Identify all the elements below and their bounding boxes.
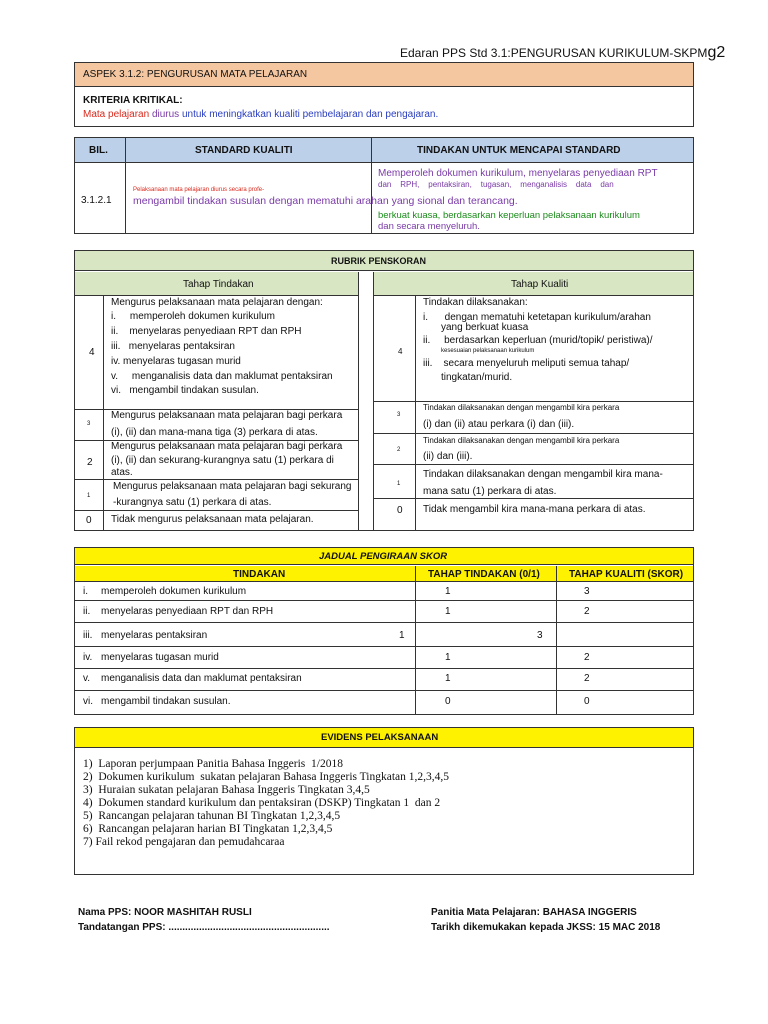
header-tindakan: TINDAKAN UNTUK MENCAPAI STANDARD (417, 145, 621, 156)
kualiti-2-line-1: Tindakan dilaksanakan dengan mengambil kira perkara (423, 436, 620, 445)
evidens-item: 5) Rancangan pelajaran tahunan BI Tingkatan 1,2,3,4,5 (83, 810, 341, 822)
jadual-row-label: menyelaras penyediaan RPT dan RPH (101, 606, 274, 617)
kualiti-2-line-2: (ii) dan (iii). (423, 451, 473, 462)
jadual-row-label: menyelaras pentaksiran (101, 630, 208, 641)
tindakan-line-1: Memperoleh dokumen kurikulum, menyelaras penyediaan RPT (378, 168, 658, 179)
tindakan-4-item: iii. menyelaras pentaksiran (111, 341, 235, 352)
kualiti-4-ii: ii. berdasarkan keperluan (murid/topik/ peristiwa)/ (423, 335, 653, 346)
tindakan-4-intro: Mengurus pelaksanaan mata pelajaran dengan: (111, 297, 323, 308)
kualiti-1-line-2: mana satu (1) perkara di atas. (423, 486, 557, 497)
jadual-title: JADUAL PENGIRAAN SKOR (319, 551, 448, 562)
evidens-item: 3) Huraian sukatan pelajaran Bahasa Inggeris Tingkatan 3,4,5 (83, 784, 370, 796)
jadual-row-no: v. (83, 673, 91, 684)
tindakan-4-item: vi. mengambil tindakan susulan. (111, 385, 259, 396)
jadual-row-kualiti: 3 (584, 586, 590, 597)
tindakan-score-0: 0 (86, 515, 92, 526)
header-bil: BIL. (89, 145, 108, 156)
tindakan-4-item: i. memperoleh dokumen kurikulum (111, 311, 275, 322)
header-suffix: g2 (707, 44, 726, 61)
jadual-row-label: memperoleh dokumen kurikulum (101, 586, 247, 597)
kualiti-4-ii-small: kesesuaian pelaksanaan kurikulum (441, 348, 535, 354)
kualiti-4-intro: Tindakan dilaksanakan: (423, 297, 528, 308)
kualiti-1-line-1: Tindakan dilaksanakan dengan mengambil kira mana- (423, 469, 663, 480)
jadual-row-tindakan: 1 (399, 630, 405, 641)
footer-tarikh: Tarikh dikemukakan kepada JKSS: 15 MAC 2018 (431, 922, 661, 933)
tindakan-line-3: berkuat kuasa, berdasarkan keperluan pelaksanaan kurikulum (378, 210, 640, 221)
kualiti-4-iii: iii. secara menyeluruh meliputi semua tahap/ (423, 358, 630, 369)
kualiti-small-text: Pelaksanaan mata pelajaran diurus secara profe- (133, 187, 265, 193)
aspek-title: ASPEK 3.1.2: PENGURUSAN MATA PELAJARAN (75, 63, 693, 87)
evidens-pelaksanaan (74, 727, 694, 875)
kualiti-4-i: i. dengan mematuhi ketetapan kurikulum/arahan (423, 312, 651, 323)
footer-tandatangan: Tandatangan PPS: .......................................................... (78, 922, 330, 933)
col-tahap-tindakan: Tahap Tindakan (183, 279, 254, 290)
tindakan-score-1: 1 (87, 493, 91, 499)
jadual-row-kualiti: 2 (584, 652, 590, 663)
jadual-row-no: ii. (83, 606, 91, 617)
kriteria-part-3: untuk meningkatkan kualiti pembelajaran dan pengajaran. (181, 109, 439, 120)
kualiti-score-4: 4 (398, 347, 403, 356)
jadual-row-tindakan: 1 (445, 606, 451, 617)
tindakan-4-item: ii. menyelaras penyediaan RPT dan RPH (111, 326, 302, 337)
tindakan-4-item: v. menganalisis data dan maklumat pentaksiran (111, 371, 333, 382)
tindakan-3-line-1: Mengurus pelaksanaan mata pelajaran bagi perkara (111, 410, 343, 421)
tindakan-4-item: iv. menyelaras tugasan murid (111, 356, 241, 367)
kualiti-score-0: 0 (397, 505, 403, 516)
jadual-row-kualiti: 2 (584, 606, 590, 617)
tindakan-line-4: dan secara menyeluruh. (378, 221, 480, 232)
evidens-item: 7) Fail rekod pengajaran dan pemudahcaraa (83, 836, 285, 848)
rubrik-penskoran (74, 250, 694, 531)
document-header (400, 44, 725, 62)
jadual-row-no: vi. (83, 696, 93, 707)
jadual-row-no: iv. (83, 652, 93, 663)
jadual-pengiraan-skor (74, 547, 694, 715)
jadual-row-label: menyelaras tugasan murid (101, 652, 219, 663)
jadual-row-label: mengambil tindakan susulan. (101, 696, 231, 707)
jadual-row-tindakan: 0 (445, 696, 451, 707)
jadual-header-tahap-tindakan: TAHAP TINDAKAN (0/1) (428, 569, 540, 580)
kualiti-score-1: 1 (397, 481, 401, 487)
kriteria-text (83, 109, 438, 120)
evidens-item: 2) Dokumen kurikulum sukatan pelajaran Bahasa Inggeris Tingkatan 1,2,3,4,5 (83, 771, 450, 783)
standard-bil: 3.1.2.1 (81, 195, 112, 206)
jadual-row-tindakan: 1 (445, 586, 451, 597)
kualiti-score-2: 2 (397, 447, 401, 453)
footer-panitia: Panitia Mata Pelajaran: BAHASA INGGERIS (431, 907, 637, 918)
kualiti-4-iii-cont: tingkatan/murid. (441, 372, 513, 383)
evidens-item: 4) Dokumen standard kurikulum dan pentaksiran (DSKP) Tingkatan 1 dan 2 (83, 797, 441, 809)
tindakan-0-line-1: Tidak mengurus pelaksanaan mata pelajaran. (111, 514, 314, 525)
tindakan-score-2: 2 (87, 457, 93, 468)
jadual-row-no: iii. (83, 630, 93, 641)
evidens-title: EVIDENS PELAKSANAAN (321, 732, 439, 743)
header-title: Edaran PPS Std 3.1:PENGURUSAN KURIKULUM-SKPM (400, 46, 708, 60)
rubrik-title: RUBRIK PENSKORAN (331, 256, 427, 266)
tindakan-line-2: dan RPH, pentaksiran, tugasan, menganalisis data dan (378, 180, 614, 189)
evidens-item: 6) Rancangan pelajaran harian BI Tingkatan 1,2,3,4,5 (83, 823, 333, 835)
aspek-box (74, 62, 694, 127)
tindakan-2-line-3: atas. (111, 467, 133, 478)
tindakan-1-line-2: -kurangnya satu (1) perkara di atas. (113, 497, 272, 508)
jadual-header-tahap-kualiti: TAHAP KUALITI (SKOR) (569, 569, 684, 580)
kualiti-0-line-1: Tidak mengambil kira mana-mana perkara di atas. (423, 504, 646, 515)
tindakan-1-line-1: Mengurus pelaksanaan mata pelajaran bagi sekurang (113, 481, 352, 492)
kualiti-3-line-2: (i) dan (ii) atau perkara (i) dan (iii). (423, 419, 575, 430)
jadual-row-no: i. (83, 586, 88, 597)
footer-nama: Nama PPS: NOOR MASHITAH RUSLI (78, 907, 252, 918)
kriteria-part-2: diurus (151, 109, 180, 120)
standard-table (74, 137, 694, 234)
tindakan-score-3: 3 (87, 421, 91, 427)
col-tahap-kualiti: Tahap Kualiti (511, 279, 569, 290)
jadual-row-tindakan: 1 (445, 652, 451, 663)
tindakan-2-line-1: Mengurus pelaksanaan mata pelajaran bagi perkara (111, 441, 343, 452)
kualiti-score-3: 3 (397, 412, 401, 418)
jadual-row-tindakan: 1 (445, 673, 451, 684)
evidens-item: 1) Laporan perjumpaan Panitia Bahasa Inggeris 1/2018 (83, 758, 343, 770)
jadual-row-kualiti: 0 (584, 696, 590, 707)
evidens-list (83, 758, 449, 849)
kriteria-part-1: Mata pelajaran (83, 109, 150, 120)
jadual-header-tindakan: TINDAKAN (233, 569, 286, 580)
kualiti-4-i-cont: yang berkuat kuasa (441, 322, 529, 333)
tindakan-3-line-2: (i), (ii) dan mana-mana tiga (3) perkara di atas. (111, 427, 318, 438)
tindakan-2-line-2: (i), (ii) dan sekurang-kurangnya satu (1) perkara di (111, 455, 334, 466)
kriteria-label: KRITERIA KRITIKAL: (83, 95, 183, 106)
jadual-row-kualiti: 3 (537, 630, 543, 641)
kualiti-main-text (133, 195, 518, 207)
kualiti-main-span: mengambil tindakan susulan dengan mematuhi arahan yang sional dan terancang. (133, 195, 518, 207)
header-standard-kualiti: STANDARD KUALITI (195, 145, 293, 156)
tindakan-score-4: 4 (89, 347, 95, 358)
kualiti-3-line-1: Tindakan dilaksanakan dengan mengambil kira perkara (423, 403, 620, 412)
jadual-row-kualiti: 2 (584, 673, 590, 684)
jadual-row-label: menganalisis data dan maklumat pentaksiran (101, 673, 302, 684)
